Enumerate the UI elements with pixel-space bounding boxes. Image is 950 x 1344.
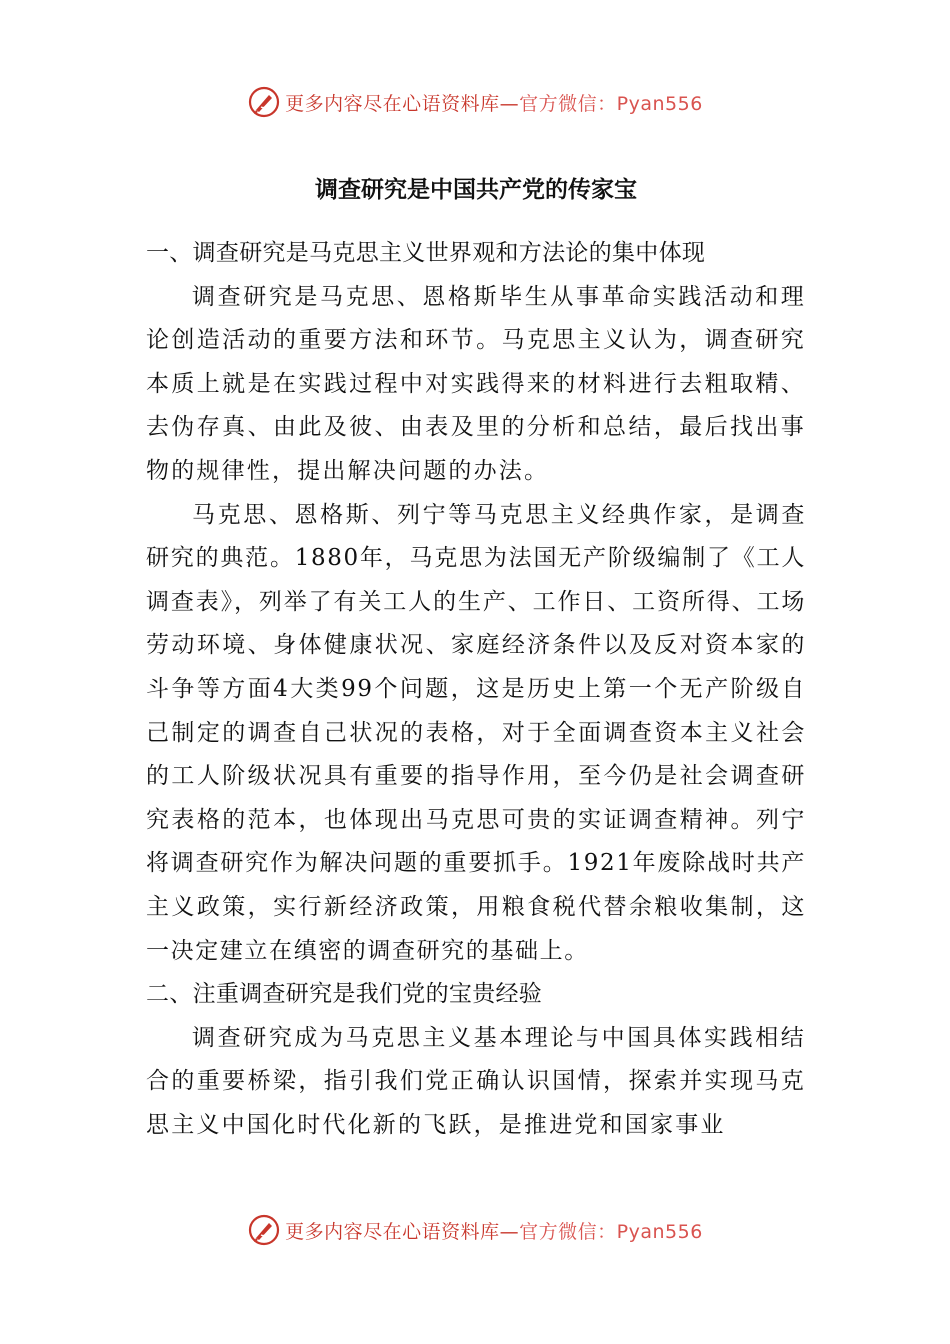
paragraph: 调查研究是马克思、恩格斯毕生从事革命实践活动和理论创造活动的重要方法和环节。马克思主义认为，调查研究本质上就是在实践过程中对实践得来的材料进行去粗取精、去伪存真、由此及彼、由表及里的分析和总结，最后找出事物的规律性，提出解决问题的办法。 bbox=[146, 283, 806, 484]
footer-watermark-banner bbox=[0, 1210, 950, 1250]
watermark-text: 更多内容尽在心语资料库—官方微信：Pyan556 bbox=[285, 1220, 703, 1243]
section-heading-2: 二、注重调查研究是我们党的宝贵经验 bbox=[146, 981, 543, 1008]
watermark-text: 更多内容尽在心语资料库—官方微信：Pyan556 bbox=[285, 92, 703, 115]
pen-logo-icon bbox=[247, 1213, 281, 1247]
document-body bbox=[146, 162, 806, 1147]
pen-logo-icon bbox=[247, 85, 281, 119]
paragraph: 马克思、恩格斯、列宁等马克思主义经典作家，是调查研究的典范。1880年，马克思为法国无产阶级编制了《工人调查表》，列举了有关工人的生产、工作日、工资所得、工场劳动环境、身体健康状况、家庭经济条件以及反对资本家的斗争等方面4大类99个问题，这是历史上第一个无产阶级自己制定的调查自己状况的表格，对于全面调查资本主义社会的工人阶级状况具有重要的指导作用，至今仍是社会调查研究表格的范本，也体现出马克思可贵的实证调查精神。列宁将调查研究作为解决问题的重要抓手。1921年废除战时共产主义政策，实行新经济政策，用粮食税代替余粮收集制，这一决定建立在缜密的调查研究的基础上。 bbox=[146, 501, 806, 964]
document-title: 调查研究是中国共产党的传家宝 bbox=[315, 177, 637, 203]
paragraph: 调查研究成为马克思主义基本理论与中国具体实践相结合的重要桥梁，指引我们党正确认识国情，探索并实现马克思主义中国化时代化新的飞跃，是推进党和国家事业 bbox=[146, 1024, 806, 1138]
header-watermark-banner bbox=[0, 82, 950, 122]
section-heading-1: 一、调查研究是马克思主义世界观和方法论的集中体现 bbox=[146, 240, 706, 266]
